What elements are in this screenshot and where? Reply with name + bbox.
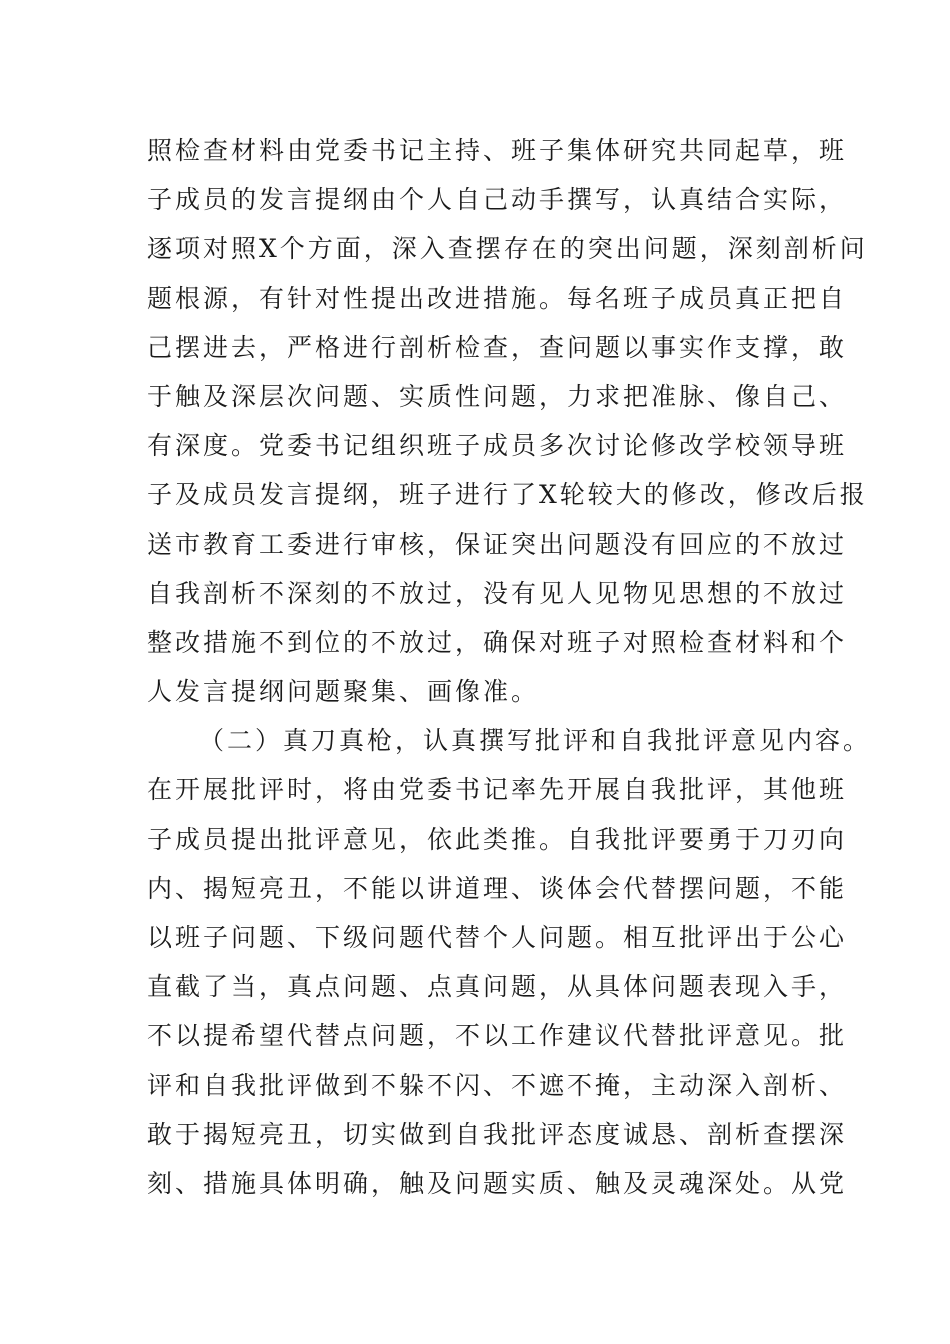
text-line: 评和自我批评做到不躲不闪、不遮不掩，主动深入剖析、 — [147, 1070, 848, 1100]
text-line: 整改措施不到位的不放过，确保对班子对照检查材料和个 — [147, 627, 848, 657]
text-line: 己摆进去，严格进行剖析检查，查问题以事实作支撑，敢 — [147, 332, 848, 362]
text-line: 在开展批评时，将由党委书记率先开展自我批评，其他班 — [147, 775, 848, 805]
text-line: 子成员提出批评意见，依此类推。自我批评要勇于刀刃向 — [147, 824, 848, 854]
text-line: 内、揭短亮丑，不能以讲道理、谈体会代替摆问题，不能 — [147, 873, 848, 903]
text-line: 直截了当，真点问题、点真问题，从具体问题表现入手， — [147, 972, 848, 1002]
document-body — [147, 126, 872, 1208]
text-line: 子及成员发言提纲，班子进行了X轮较大的修改，修改后报 — [147, 480, 868, 510]
text-line: 照检查材料由党委书记主持、班子集体研究共同起草，班 — [147, 136, 848, 165]
text-line: 有深度。党委书记组织班子成员多次讨论修改学校领导班 — [147, 431, 848, 461]
text-line: 自我剖析不深刻的不放过，没有见人见物见思想的不放过 — [147, 578, 848, 608]
text-line: 以班子问题、下级问题代替个人问题。相互批评出于公心 — [147, 923, 848, 952]
text-line: 敢于揭短亮丑，切实做到自我批评态度诚恳、剖析查摆深 — [147, 1119, 848, 1149]
text-line: 题根源，有针对性提出改进措施。每名班子成员真正把自 — [147, 283, 848, 313]
section-heading-line: （二）真刀真枪，认真撰写批评和自我批评意见内容。 — [199, 726, 872, 756]
text-line: 子成员的发言提纲由个人自己动手撰写，认真结合实际， — [147, 185, 848, 215]
text-line: 逐项对照X个方面，深入查摆存在的突出问题，深刻剖析问 — [147, 234, 868, 264]
text-line: 人发言提纲问题聚集、画像准。 — [147, 677, 540, 707]
text-line: 不以提希望代替点问题，不以工作建议代替批评意见。批 — [147, 1021, 848, 1051]
text-line: 送市教育工委进行审核，保证突出问题没有回应的不放过 — [147, 529, 848, 559]
text-line: 于触及深层次问题、实质性问题，力求把准脉、像自己、 — [147, 381, 848, 411]
text-line: 刻、措施具体明确，触及问题实质、触及灵魂深处。从党 — [147, 1168, 848, 1198]
